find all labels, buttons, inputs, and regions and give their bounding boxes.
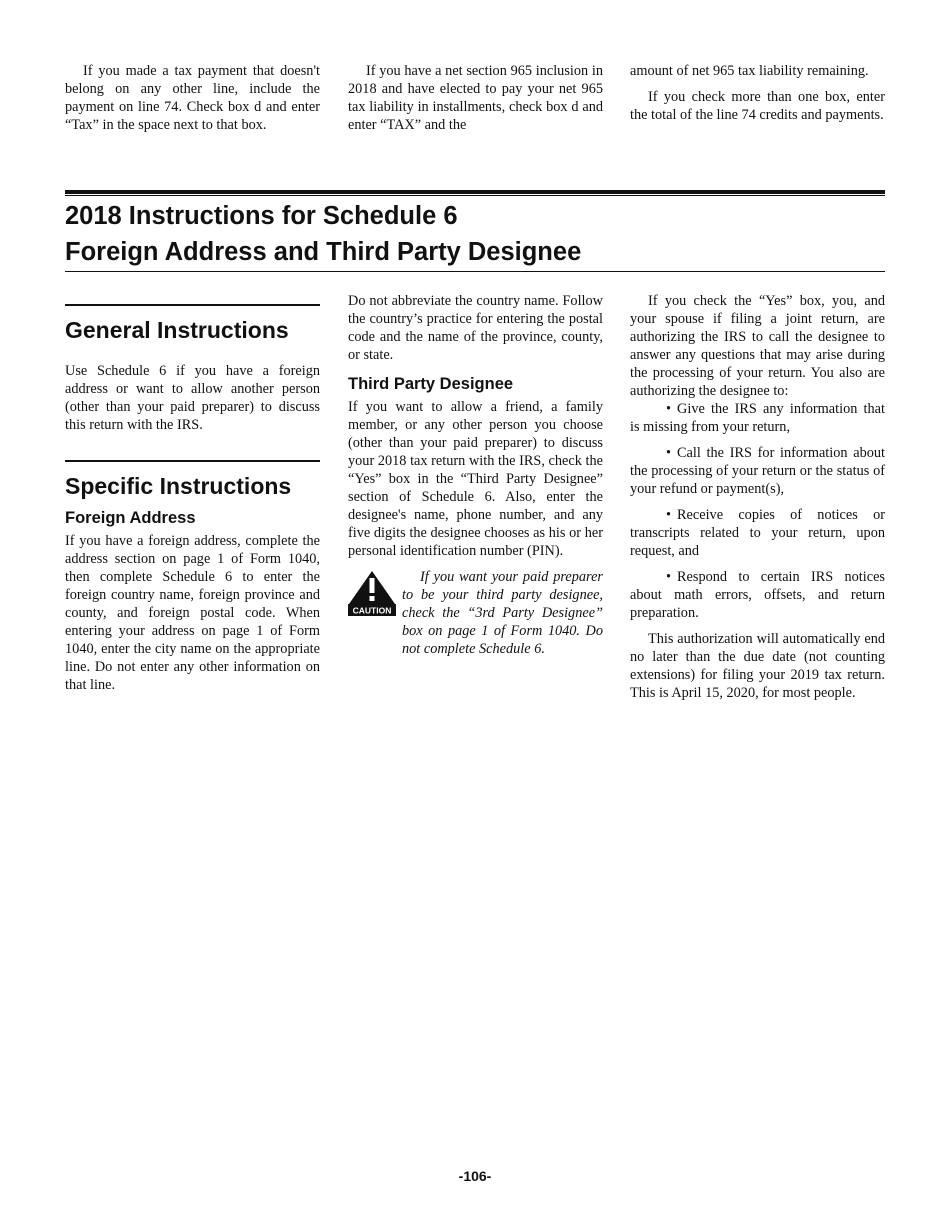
bullet-text: Give the IRS any information that is missing from your return, <box>630 401 885 435</box>
top-col1-paragraph: If you made a tax payment that doesn't belong on any other line, include the payment on line 74. Check box d and enter “Tax” in the space next to that box. <box>65 63 320 133</box>
bullet-icon: • <box>666 507 672 523</box>
top-column-3 <box>630 62 885 132</box>
bullet-text: Call the IRS for information about the processing of your return or the status of your refund or payment(s), <box>630 445 885 497</box>
third-party-designee-heading: Third Party Designee <box>348 375 514 393</box>
caution-label: CAUTION <box>352 605 392 616</box>
third-party-designee-text: If you want to allow a friend, a family member, or any other person you choose (other than your paid preparer) to discuss your 2018 tax return with the IRS, check the “Yes” box in the “Third Party Designee” section of Schedule 6. Also, enter the designee's name, phone number, and any five digits the designee chooses as his or her personal identification number (PIN). <box>348 399 603 559</box>
caution-note <box>348 568 603 666</box>
caution-icon <box>348 570 396 616</box>
top-col2-paragraph: If you have a net section 965 inclusion in 2018 and have elected to pay your net 965 tax liability in installments, check box d and enter “TAX” and the <box>348 63 603 133</box>
page-title <box>65 198 885 270</box>
title-bottom-rule <box>65 271 885 272</box>
title-line-1: 2018 Instructions for Schedule 6 <box>65 202 458 230</box>
designee-authorization-intro: If you check the “Yes” box, you, and your spouse if filing a joint return, are authorizing the IRS to call the designee to answer any questions that may arise during the processing of your return. You also are authorizing the designee to: <box>630 293 885 399</box>
bullet-icon: • <box>666 401 672 417</box>
bullet-text: Receive copies of notices or transcripts related to your return, upon request, and <box>630 507 885 559</box>
general-instructions-text: Use Schedule 6 if you have a foreign address or want to allow another person (other than your paid preparer) to discuss this return with the IRS. <box>65 363 320 433</box>
foreign-address-text: If you have a foreign address, complete the address section on page 1 of Form 1040, then complete Schedule 6 to enter the foreign country name, foreign province and county, and foreign postal code. When entering your address on page 1 of Form 1040, enter the city name on the appropriate line. Do not enter any other information on that line. <box>65 533 320 693</box>
title-line-2: Foreign Address and Third Party Designee <box>65 238 582 266</box>
bullet-icon: • <box>666 445 672 461</box>
bullet-text: Respond to certain IRS notices about math errors, offsets, and return preparation. <box>630 569 885 621</box>
list-item <box>630 568 885 622</box>
specific-instructions-heading: Specific Instructions <box>65 473 292 499</box>
main-column-1 <box>65 292 320 702</box>
top-col3-continuation: amount of net 965 tax liability remaining. <box>630 63 869 79</box>
top-column-1 <box>65 62 320 142</box>
bullet-icon: • <box>666 569 672 585</box>
caution-text: If you want your paid preparer to be your third party designee, check the “3rd Party Designee” box on page 1 of Form 1040. Do not complete Schedule 6. <box>402 569 603 657</box>
specific-section-rule <box>65 460 320 462</box>
top-column-2 <box>348 62 603 142</box>
authorization-end-text: This authorization will automatically end no later than the due date (not counting extensions) for filing your 2019 tax return. This is April 15, 2020, for most people. <box>630 631 885 701</box>
main-column-3 <box>630 292 885 710</box>
top-col3-paragraph: If you check more than one box, enter the total of the line 74 credits and payments. <box>630 89 885 123</box>
foreign-address-heading: Foreign Address <box>65 509 196 527</box>
country-name-text: Do not abbreviate the country name. Follow the country’s practice for entering the postal code and the name of the province, county, or state. <box>348 293 603 363</box>
list-item <box>630 506 885 560</box>
page-number: -106- <box>458 1168 492 1184</box>
list-item <box>630 444 885 498</box>
general-instructions-heading: General Instructions <box>65 317 289 343</box>
general-section-rule <box>65 304 320 306</box>
title-top-rule <box>65 190 885 196</box>
list-item <box>630 400 885 436</box>
main-column-2 <box>348 292 603 674</box>
